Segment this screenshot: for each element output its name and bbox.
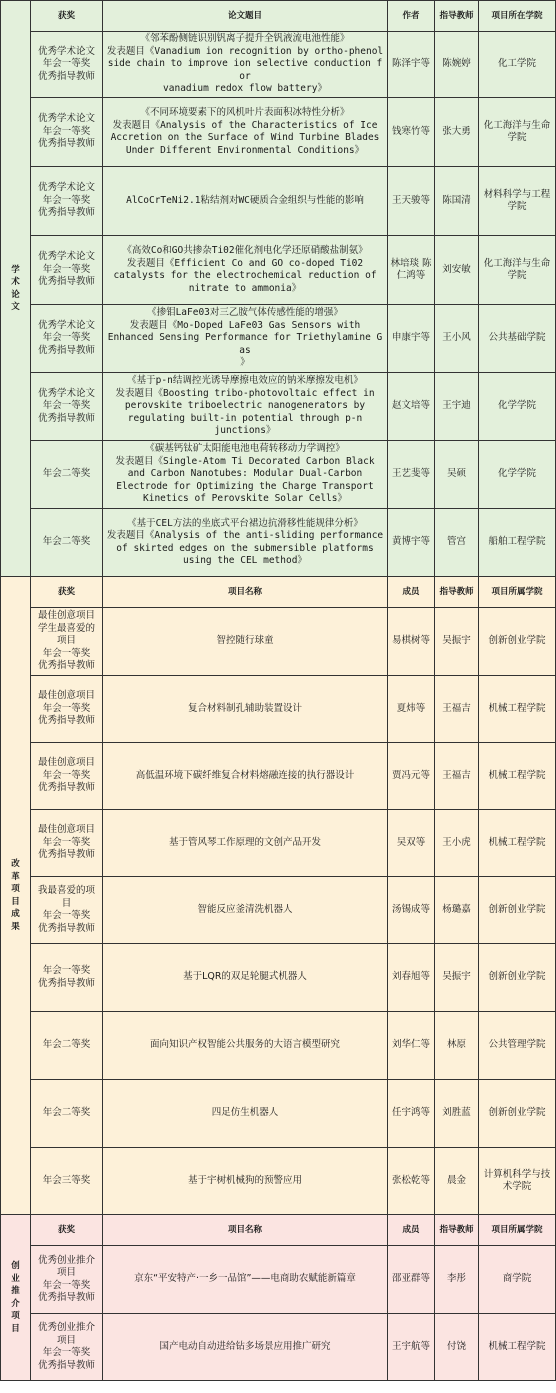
- award-cell: [31, 509, 103, 577]
- award-line: 优秀学术论文: [37, 251, 95, 263]
- college-cell: 化学学院: [479, 441, 556, 509]
- member-cell: 贾冯元等: [388, 743, 435, 810]
- header-advisor: 指导教师: [435, 1, 479, 32]
- project-name-cell: 四足仿生机器人: [103, 1080, 388, 1148]
- award-line: 最佳创意项目: [37, 690, 95, 702]
- table-row: [1, 944, 556, 1012]
- award-line: 优秀指导教师: [37, 715, 95, 727]
- award-line: 年会一等奖: [42, 769, 91, 781]
- section-label-text: 创业推介项目: [11, 1261, 20, 1334]
- title-line: regulating built-in potential through p-n: [127, 412, 363, 424]
- award-line: 最佳创意项目: [37, 757, 95, 769]
- advisor-cell: 王福吉: [435, 743, 479, 810]
- award-cell: [31, 877, 103, 944]
- member-cell: 刘华仁等: [388, 1012, 435, 1080]
- member-cell: 汤锡成等: [388, 877, 435, 944]
- table-row: [1, 877, 556, 944]
- paper-title-cell: [103, 509, 388, 577]
- startup-header-row: [1, 1215, 556, 1246]
- award-line: 年会一等奖: [42, 263, 91, 275]
- header-member: 成员: [388, 1215, 435, 1246]
- table-row: [1, 1012, 556, 1080]
- award-line: 优秀指导教师: [37, 276, 95, 288]
- header-project-college: 项目所属学院: [479, 1215, 556, 1246]
- title-line: perovskite triboelectric nanogenerators by: [124, 400, 366, 412]
- title-line: AlCoCrTeNi2.1粘结剂对WC硬质合金组织与性能的影响: [126, 194, 364, 206]
- title-line: catalysts for the electrochemical reduction of: [113, 270, 377, 281]
- advisor-cell: 王小虎: [435, 810, 479, 877]
- title-line: vanadium redox flow battery》: [163, 83, 327, 95]
- reform-header-row: [1, 577, 556, 608]
- paper-title-cell: [103, 441, 388, 509]
- award-cell: [31, 1012, 103, 1080]
- award-line: 年会一等奖: [42, 910, 91, 921]
- title-line: 《碳基钙钛矿太阳能电池电荷转移动力学调控》: [145, 443, 345, 455]
- header-project-name: 项目名称: [103, 1215, 388, 1246]
- college-cell: 商学院: [479, 1246, 556, 1314]
- award-line: 优秀创业推介: [37, 1254, 95, 1266]
- award-line: 优秀指导教师: [37, 207, 95, 219]
- college-cell: 船舶工程学院: [479, 509, 556, 577]
- table-row: [1, 167, 556, 236]
- table-row: [1, 1148, 556, 1215]
- award-line: 优秀学术论文: [37, 113, 95, 125]
- award-line: 优秀指导教师: [37, 922, 95, 934]
- award-cell: [31, 305, 103, 373]
- table-row: [1, 676, 556, 743]
- award-line: 优秀学术论文: [37, 319, 95, 331]
- award-cell: [31, 1080, 103, 1148]
- author-cell: 王艺斐等: [388, 441, 435, 509]
- advisor-cell: 林原: [435, 1012, 479, 1080]
- award-line: 优秀指导教师: [37, 412, 95, 424]
- table-row: [1, 441, 556, 509]
- papers-header-row: [1, 1, 556, 32]
- award-line: 年会一等奖: [42, 965, 91, 976]
- section-label-startup: [1, 1215, 31, 1381]
- table-row: [1, 32, 556, 98]
- project-name-cell: 智能反应釜清洗机器人: [103, 877, 388, 944]
- college-cell: 创新创业学院: [479, 608, 556, 676]
- table-row: [1, 810, 556, 877]
- advisor-cell: 刘安敏: [435, 236, 479, 305]
- award-line: 优秀学术论文: [37, 387, 95, 399]
- table-row: [1, 236, 556, 305]
- title-line: Under Different Environmental Conditions》: [125, 144, 365, 156]
- advisor-cell: 陈国清: [435, 167, 479, 236]
- project-name-cell: 复合材料制孔辅助装置设计: [103, 676, 388, 743]
- paper-title-cell: [103, 373, 388, 441]
- author-cell: 陈泽宇等: [388, 32, 435, 98]
- award-line: 年会一等奖: [42, 702, 91, 714]
- award-line: 年会三等奖: [42, 1174, 91, 1186]
- advisor-cell: 陈婉婷: [435, 32, 479, 98]
- college-cell: 公共基础学院: [479, 305, 556, 373]
- member-cell: 张松乾等: [388, 1148, 435, 1215]
- title-line: 发表题目《Mo-Doped LaFe03 Gas Sensors with: [129, 319, 361, 331]
- award-line: 年会一等奖: [42, 1279, 91, 1291]
- advisor-cell: 李彤: [435, 1246, 479, 1314]
- title-line: of skirted edges on the submersible platforms: [116, 542, 374, 554]
- award-line: 项目: [56, 635, 76, 647]
- author-cell: 申康宇等: [388, 305, 435, 373]
- section-label-reform: [1, 577, 31, 1215]
- member-cell: 任宇鸿等: [388, 1080, 435, 1148]
- title-line: 《掺钼LaFe03对三乙胺气体传感性能的增强》: [147, 307, 343, 319]
- award-line: 项目: [56, 1334, 76, 1346]
- award-line: 年会二等奖: [42, 468, 91, 480]
- member-cell: 邵亚群等: [388, 1246, 435, 1314]
- paper-title-cell: [103, 305, 388, 373]
- award-cell: [31, 32, 103, 98]
- award-cell: [31, 236, 103, 305]
- award-line: 优秀指导教师: [37, 344, 95, 356]
- advisor-cell: 管宫: [435, 509, 479, 577]
- advisor-cell: 王小风: [435, 305, 479, 373]
- award-line: 年会一等奖: [42, 58, 91, 70]
- member-cell: 王宇航等: [388, 1314, 435, 1381]
- advisor-cell: 王宇迪: [435, 373, 479, 441]
- table-row: [1, 509, 556, 577]
- paper-title-cell: [103, 32, 388, 98]
- award-line: 年会二等奖: [42, 1107, 91, 1119]
- header-project-college: 项目所属学院: [479, 577, 556, 608]
- author-cell: 林培琰 陈仁鸿等: [388, 236, 435, 305]
- award-line: 最佳创意项目: [37, 610, 95, 622]
- award-cell: [31, 608, 103, 676]
- award-cell: [31, 1314, 103, 1381]
- college-cell: 化学学院: [479, 373, 556, 441]
- college-cell: 机械工程学院: [479, 743, 556, 810]
- award-line: 目: [61, 897, 72, 909]
- award-line: 年会二等奖: [42, 536, 91, 548]
- title-line: 发表题目《Analysis of the anti-sliding performance: [106, 530, 384, 541]
- title-line: side chain to improve ion selective conduction for: [107, 58, 383, 82]
- header-award: 获奖: [31, 1, 103, 32]
- title-line: junctions》: [214, 425, 276, 437]
- award-cell: [31, 1148, 103, 1215]
- title-line: 《高效Co和GO共掺杂Ti02催化剂电化学还原硝酸盐制氨》: [122, 245, 368, 256]
- header-advisor: 指导教师: [435, 577, 479, 608]
- title-line: using the CEL method》: [183, 555, 307, 566]
- college-cell: 创新创业学院: [479, 1080, 556, 1148]
- title-line: 《邻苯酚侧链识别钒离子提升全钒液流电池性能》: [140, 33, 350, 45]
- award-line: 优秀指导教师: [37, 1359, 95, 1371]
- title-line: 发表题目《Efficient Co and GO co-doped Ti02: [126, 257, 364, 269]
- title-line: 》: [240, 357, 250, 369]
- advisor-cell: 王福吉: [435, 676, 479, 743]
- award-line: 年会一等奖: [42, 1347, 91, 1358]
- college-cell: 化工学院: [479, 32, 556, 98]
- college-cell: 化工海洋与生命学院: [479, 98, 556, 167]
- award-line: 优秀学术论文: [37, 182, 95, 194]
- table-row: [1, 743, 556, 810]
- member-cell: 易棋树等: [388, 608, 435, 676]
- award-line: 优秀指导教师: [37, 70, 95, 82]
- award-line: 年会一等奖: [42, 400, 91, 412]
- title-line: 发表题目《Analysis of the Characteristics of Ice: [112, 119, 378, 131]
- advisor-cell: 晨金: [435, 1148, 479, 1215]
- table-row: [1, 98, 556, 167]
- award-cell: [31, 1246, 103, 1314]
- table-row: [1, 1314, 556, 1381]
- member-cell: 刘春旭等: [388, 944, 435, 1012]
- title-line: Kinetics of Perovskite Solar Cells》: [143, 493, 347, 505]
- award-line: 优秀学术论文: [37, 45, 95, 57]
- award-cell: [31, 676, 103, 743]
- title-line: nitrate to ammonia》: [188, 282, 302, 294]
- advisor-cell: 刘胜蓝: [435, 1080, 479, 1148]
- project-name-cell: 智控随行球童: [103, 608, 388, 676]
- member-cell: 夏炜等: [388, 676, 435, 743]
- header-author: 作者: [388, 1, 435, 32]
- header-award: 获奖: [31, 577, 103, 608]
- award-cell: [31, 373, 103, 441]
- award-line: 学生最喜爱的: [37, 622, 95, 634]
- award-cell: [31, 944, 103, 1012]
- table-row: [1, 305, 556, 373]
- table-row: [1, 1080, 556, 1148]
- award-line: 优秀指导教师: [37, 849, 95, 861]
- college-cell: 计算机科学与技术学院: [479, 1148, 556, 1215]
- header-paper-title: 论文题目: [103, 1, 388, 32]
- header-award: 获奖: [31, 1215, 103, 1246]
- award-line: 优秀指导教师: [37, 977, 95, 989]
- college-cell: 化工海洋与生命学院: [479, 236, 556, 305]
- award-line: 优秀指导教师: [37, 782, 95, 794]
- advisor-cell: 张大勇: [435, 98, 479, 167]
- title-line: and Carbon Nanotubes: Modular Dual-Carbon: [127, 468, 363, 480]
- header-advisor: 指导教师: [435, 1215, 479, 1246]
- award-line: 我最喜爱的项: [37, 885, 95, 896]
- award-line: 项目: [56, 1267, 76, 1278]
- award-cell: [31, 98, 103, 167]
- title-line: 发表题目《Boosting tribo-photovoltaic effect in: [115, 387, 375, 399]
- award-line: 最佳创意项目: [37, 824, 95, 836]
- award-line: 年会二等奖: [42, 1039, 91, 1051]
- section-label-papers: 学术论文: [1, 1, 31, 577]
- project-name-cell: 基于宇树机械狗的预警应用: [103, 1148, 388, 1215]
- award-cell: [31, 441, 103, 509]
- award-line: 优秀指导教师: [37, 660, 95, 672]
- college-cell: 机械工程学院: [479, 1314, 556, 1381]
- header-college: 项目所在学院: [479, 1, 556, 32]
- title-line: Electrode for Optimizing the Charge Transport: [116, 480, 374, 492]
- advisor-cell: 吴振宇: [435, 944, 479, 1012]
- advisor-cell: 杨璐嘉: [435, 877, 479, 944]
- section-label-text: 改革项目成果: [11, 859, 20, 932]
- paper-title-cell: [103, 98, 388, 167]
- table-row: [1, 608, 556, 676]
- paper-title-cell: [103, 167, 388, 236]
- college-cell: 机械工程学院: [479, 810, 556, 877]
- advisor-cell: 吴振宇: [435, 608, 479, 676]
- award-line: 年会一等奖: [42, 332, 91, 344]
- college-cell: 创新创业学院: [479, 944, 556, 1012]
- college-cell: 公共管理学院: [479, 1012, 556, 1080]
- member-cell: 吴双等: [388, 810, 435, 877]
- awards-table-body: [1, 1, 556, 1381]
- project-name-cell: 面向知识产权智能公共服务的大语言模型研究: [103, 1012, 388, 1080]
- title-line: 《基于p-n结调控光诱导摩擦电效应的钠米摩擦发电机》: [127, 375, 363, 387]
- award-line: 年会一等奖: [42, 194, 91, 206]
- college-cell: 材料科学与工程学院: [479, 167, 556, 236]
- award-line: 年会一等奖: [42, 125, 91, 137]
- award-cell: [31, 743, 103, 810]
- award-line: 优秀指导教师: [37, 1292, 95, 1303]
- award-cell: [31, 810, 103, 877]
- title-line: 《基于CEL方法的坐底式平台裙边抗滑移性能规律分析》: [127, 517, 363, 529]
- title-line: 发表题目《Vanadium ion recognition by ortho-phenol: [106, 45, 384, 57]
- title-line: Enhanced Sensing Performance for Triethylamine Gas: [107, 332, 383, 356]
- paper-title-cell: [103, 236, 388, 305]
- college-cell: 创新创业学院: [479, 877, 556, 944]
- project-name-cell: 基于管风琴工作原理的文创产品开发: [103, 810, 388, 877]
- header-project-name: 项目名称: [103, 577, 388, 608]
- project-name-cell: 高低温环境下碳纤维复合材料熔融连接的执行器设计: [103, 743, 388, 810]
- table-row: [1, 1246, 556, 1314]
- project-name-cell: 基于LQR的双足轮腿式机器人: [103, 944, 388, 1012]
- header-member: 成员: [388, 577, 435, 608]
- award-line: 年会一等奖: [42, 836, 91, 848]
- title-line: Accretion on the Surface of Wind Turbine Blades: [110, 132, 380, 143]
- title-line: 发表题目《Single-Atom Ti Decorated Carbon Black: [115, 455, 375, 467]
- title-line: 《不同环境要素下的风机叶片表面积冰特性分析》: [140, 107, 350, 118]
- award-cell: [31, 167, 103, 236]
- project-name-cell: 国产电动自动进给钻多场景应用推广研究: [103, 1314, 388, 1381]
- project-name-cell: 京东“平安特产·一乡一品馆”——电商助农赋能新篇章: [103, 1246, 388, 1314]
- advisor-cell: 付饶: [435, 1314, 479, 1381]
- table-row: [1, 373, 556, 441]
- college-cell: 机械工程学院: [479, 676, 556, 743]
- advisor-cell: 吴硕: [435, 441, 479, 509]
- award-line: 优秀指导教师: [37, 138, 95, 150]
- award-line: 优秀创业推介: [37, 1322, 95, 1333]
- author-cell: 黄博宇等: [388, 509, 435, 577]
- author-cell: 赵文培等: [388, 373, 435, 441]
- author-cell: 王天骏等: [388, 167, 435, 236]
- author-cell: 钱寒竹等: [388, 98, 435, 167]
- award-line: 年会一等奖: [42, 647, 91, 659]
